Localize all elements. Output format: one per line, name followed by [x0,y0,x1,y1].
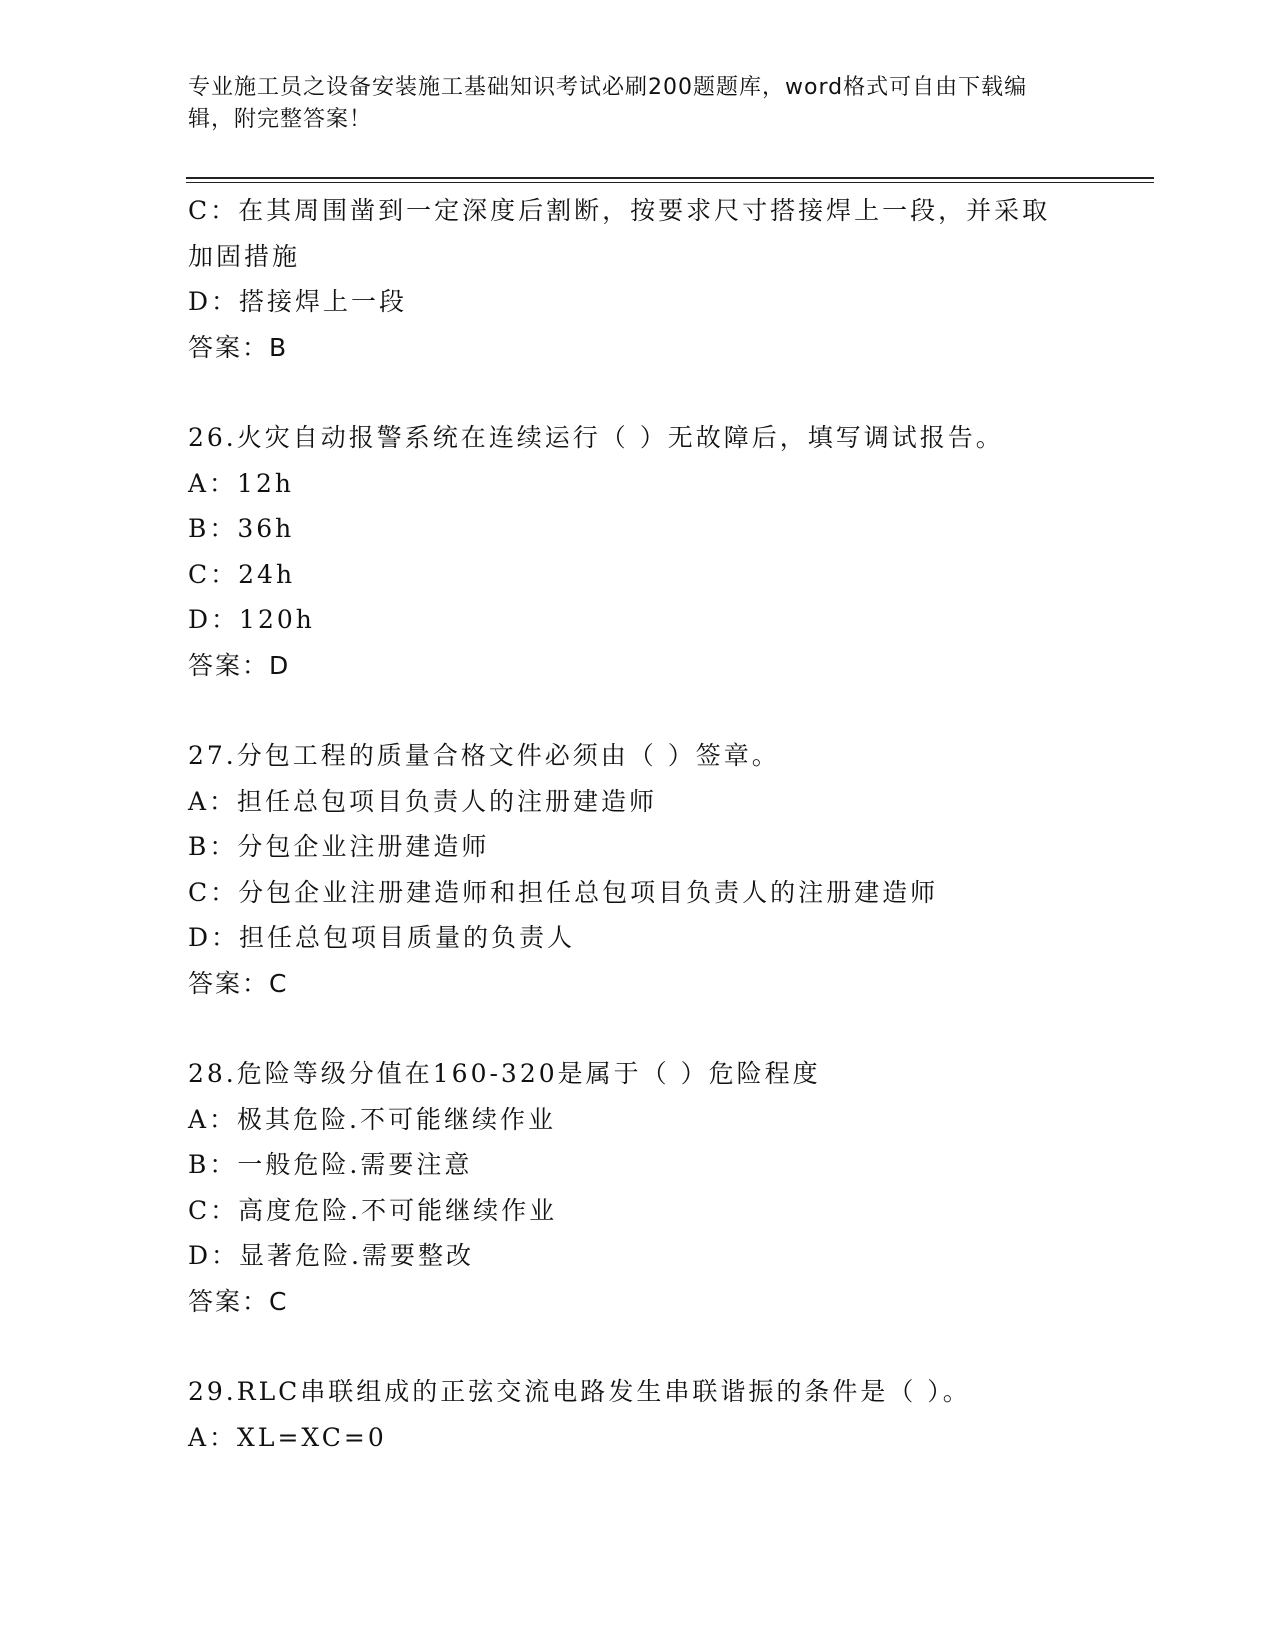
option-a: A：12h [188,468,294,498]
question-block-27 [188,733,1088,1006]
answer-line: 答案：C [188,968,289,998]
header-divider [186,177,1154,183]
option-d: D：搭接焊上一段 [188,287,408,316]
spacer [188,688,1088,733]
answer-line: 答案：B [188,332,289,362]
question-stem: 29.RLC串联组成的正弦交流电路发生串联谐振的条件是（ ）。 [188,1377,971,1406]
spacer [188,1324,1088,1369]
question-block-26 [188,415,1088,688]
question-block-29 [188,1369,1088,1460]
option-a: A：XL=XC=0 [188,1422,387,1452]
document-header: 专业施工员之设备安装施工基础知识考试必刷200题题库，word格式可自由下载编辑，附完整答案！ [188,75,1028,132]
question-stem: 27.分包工程的质量合格文件必须由（ ）签章。 [188,741,780,770]
question-stem: 28.危险等级分值在160-320是属于（ ）危险程度 [188,1059,821,1088]
question-list [188,188,1088,1460]
answer-line: 答案：D [188,650,291,680]
option-a: A：极其危险.不可能继续作业 [188,1104,557,1134]
option-b: B：分包企业注册建造师 [188,832,490,861]
option-c: C：24h [188,559,296,589]
option-d: D：120h [188,605,315,634]
answer-line: 答案：C [188,1286,289,1316]
option-c: C：在其周围凿到一定深度后割断，按要求尺寸搭接焊上一段，并采取加固措施 [188,196,1051,271]
question-block-25-tail [188,188,1088,370]
question-block-28 [188,1051,1088,1324]
option-d: D：显著危险.需要整改 [188,1241,474,1270]
option-b: B：一般危险.需要注意 [188,1150,473,1179]
spacer [188,370,1088,415]
option-c: C：分包企业注册建造师和担任总包项目负责人的注册建造师 [188,877,939,907]
option-d: D：担任总包项目质量的负责人 [188,923,576,952]
option-c: C：高度危险.不可能继续作业 [188,1195,558,1225]
option-b: B：36h [188,514,295,543]
spacer [188,1006,1088,1051]
option-a: A：担任总包项目负责人的注册建造师 [188,786,658,816]
question-stem: 26.火灾自动报警系统在连续运行（ ）无故障后，填写调试报告。 [188,423,1004,452]
